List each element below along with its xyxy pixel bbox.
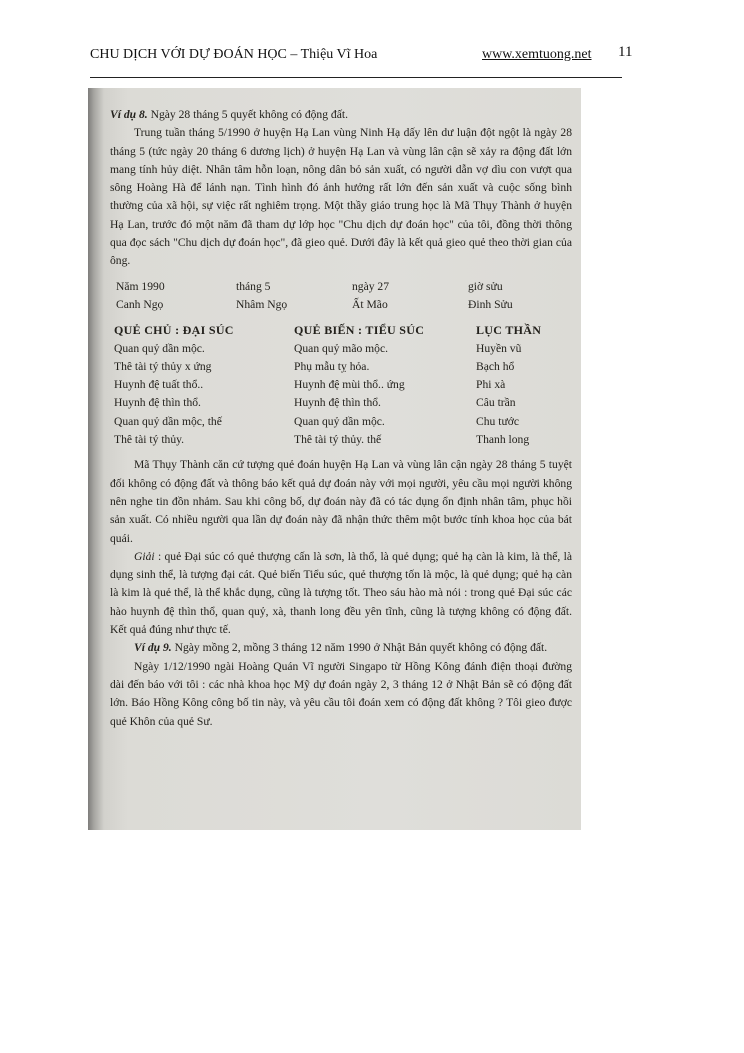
table-cell: Quan quỷ dần mộc, thế (114, 414, 222, 428)
paragraph-3 (110, 548, 572, 639)
example-8-heading (110, 106, 572, 124)
example-9-title: Ngày mồng 2, mồng 3 tháng 12 năm 1990 ở Nhật Bản quyết không có động đất. (171, 641, 548, 655)
date-cell: tháng 5 (236, 279, 271, 293)
table-cell: Huyền vũ (476, 341, 522, 355)
date-row-1 (116, 278, 572, 296)
date-row-2 (116, 296, 572, 314)
page-number: 11 (618, 44, 633, 60)
table-row (114, 413, 572, 431)
table-cell: Thê tài tý thủy. (114, 433, 185, 447)
header-cell: QUẺ CHỦ : ĐẠI SÚC (114, 323, 234, 338)
paragraph-2: Mã Thụy Thành căn cứ tượng quẻ đoán huyện Hạ Lan và vùng lân cận ngày 28 tháng 5 tuyệt đối không có động đất và thông báo kết quả dự đoán này với mọi người, yêu cầu mọi người không nên nghe tin đồn nhảm. Sau khi công bố, dự đoán này đã có tác dụng ổn định nhân tâm, phục hồi sản xuất. Có nhiều người qua lần dự đoán này đã nhận thức thêm một bước tính khoa học của bát quái. (110, 458, 572, 545)
hexagram-table-body (110, 340, 572, 450)
table-cell: Thê tài tý thủy. thế (294, 433, 382, 447)
page-header (90, 44, 633, 72)
header-cell: QUẺ BIẾN : TIỂU SÚC (294, 323, 425, 338)
table-cell: Huynh đệ mùi thổ.. ứng (294, 378, 405, 392)
table-cell: Câu trần (476, 396, 516, 410)
table-cell: Bạch hổ (476, 359, 515, 373)
table-cell: Thê tài tý thủy x ứng (114, 359, 212, 373)
example-8-title: Ngày 28 tháng 5 quyết không có động đất. (147, 108, 348, 121)
scanned-text (110, 106, 572, 731)
date-cell: Nhâm Ngọ (236, 297, 288, 311)
date-cell: Canh Ngọ (116, 297, 164, 311)
table-cell: Quan quỷ dần mộc. (114, 341, 205, 355)
date-cell: Ất Mão (352, 297, 388, 311)
example-9-heading (110, 639, 572, 657)
table-cell: Quan quỷ mão mộc. (294, 341, 389, 355)
table-row (114, 340, 572, 358)
paragraph-4: Ngày 1/12/1990 ngài Hoàng Quán Vĩ người Singapo từ Hồng Kông đánh điện thoại đường dài đến báo với tôi : các nhà khoa học Mỹ dự đoán ngày 2, 3 tháng 12 ở Nhật Bản sẽ có động đất lớn. Báo Hồng Kông công bố tin này, và yêu cầu tôi đoán xem có động đất không ? Tôi gieo được quẻ Khôn của quẻ Sư. (110, 659, 572, 728)
table-row (114, 376, 572, 394)
table-cell: Huynh đệ thìn thổ. (294, 396, 381, 410)
table-cell: Phụ mẫu tỵ hỏa. (294, 359, 370, 373)
paragraph-1: Trung tuần tháng 5/1990 ở huyện Hạ Lan vùng Ninh Hạ dấy lên dư luận đột ngột là ngày 28 tháng 5 (tức ngày 20 tháng 6 dương lịch) ở huyện Hạ Lan và vùng lân cận sẽ xảy ra động đất lớn mang tính hủy diệt. Nhân tâm hỗn loạn, nông dân bỏ sản xuất, có người dẫn vợ dìu con vượt qua sông Hoàng Hà để lánh nạn. Tình hình đó ảnh hưởng rất lớn đến sản xuất và cuộc sống bình thường của xã hội, sự việc rất nghiêm trọng. Một thầy giáo trung học là Mã Thụy Thành ở huyện Hạ Lan, trước đó một năm đã tham dự lớp học "Chu dịch dự đoán học" của tôi, đồng thời thông qua đọc sách "Chu dịch dự đoán học", đã gieo quẻ. Dưới đây là kết quả gieo quẻ theo thời gian của ông. (110, 126, 572, 268)
example-9-label: Ví dụ 9. (134, 641, 172, 655)
table-cell: Huynh đệ thìn thổ. (114, 396, 201, 410)
scanned-page-image (88, 88, 581, 830)
book-title: CHU DỊCH VỚI DỰ ĐOÁN HỌC – Thiệu Vĩ Hoa (90, 47, 378, 62)
header-divider (90, 77, 622, 78)
paragraph-3-text: : quẻ Đại súc có quẻ thượng cấn là sơn, là thổ, là quẻ dụng; quẻ hạ càn là kim, là thể, là dụng sinh thể, là tượng đại cát. Quẻ biến Tiểu súc, quẻ thượng tốn là mộc, là quẻ dụng; quẻ hạ càn là kim là quẻ thể, là thể khắc dụng, cũng là tượng tốt. Theo sáu hào mà nói : trong quẻ Đại súc các hào huynh đệ thìn thổ, quan quỷ, xà, thanh long đều yên tĩnh, cũng là tượng không có động đất. Kết quả đúng như thực tế. (110, 549, 572, 637)
table-cell: Huynh đệ tuất thổ.. (114, 378, 204, 392)
table-cell: Chu tước (476, 414, 520, 428)
date-cell: Đinh Sửu (468, 297, 513, 311)
header-cell: LỤC THẦN (476, 323, 542, 338)
table-cell: Thanh long (476, 433, 530, 447)
table-row (114, 431, 572, 449)
table-cell: Quan quỷ dần mộc. (294, 414, 385, 428)
date-cell: giờ sửu (468, 279, 503, 293)
table-row (114, 358, 572, 376)
table-row (114, 394, 572, 412)
date-cell: Năm 1990 (116, 279, 165, 293)
giai-label: Giải (134, 549, 155, 563)
table-cell: Phi xà (476, 378, 506, 392)
example-8-label: Ví dụ 8. (110, 108, 148, 121)
website-link[interactable]: www.xemtuong.net (482, 47, 592, 62)
date-cell: ngày 27 (352, 279, 390, 293)
hexagram-table-header (114, 321, 572, 339)
